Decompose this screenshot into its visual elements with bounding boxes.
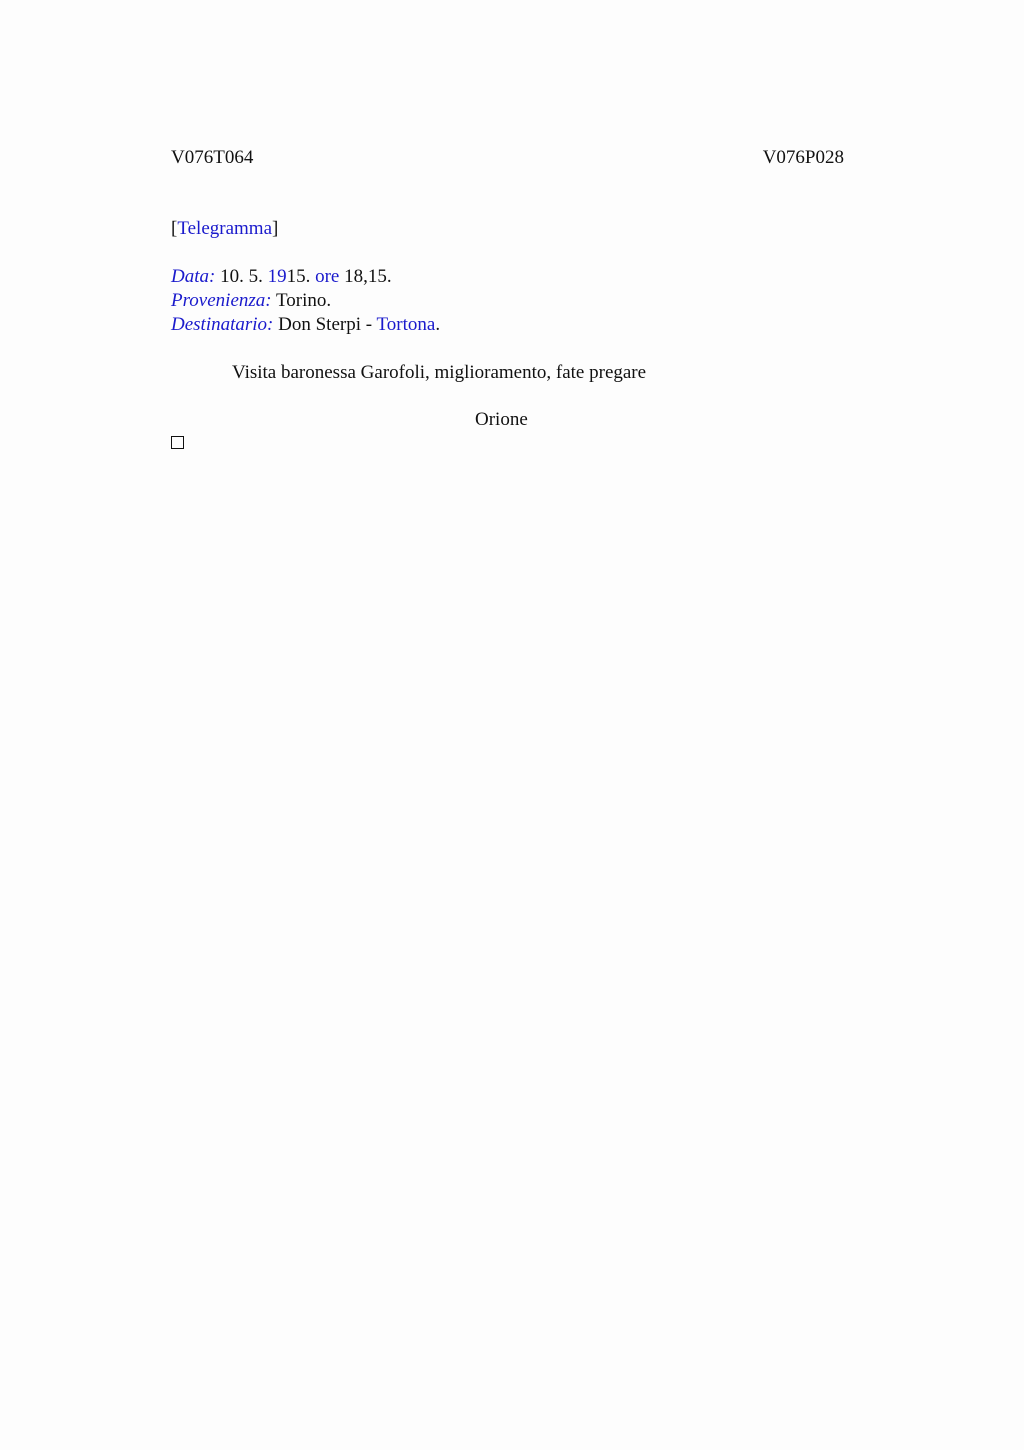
document-type [171, 217, 844, 241]
provenienza-value: Torino. [276, 290, 332, 311]
telegram-body: Visita baronessa Garofoli, miglioramento, fate pregare [232, 362, 647, 383]
data-ore-label: ore [315, 266, 340, 287]
destinatario-label: Destinatario: [171, 314, 274, 335]
document-header [171, 146, 844, 170]
document-code-left: V076T064 [171, 147, 254, 168]
meta-destinatario-line [171, 313, 844, 337]
data-time: 18,15. [344, 266, 392, 287]
signature: Orione [475, 409, 528, 430]
meta-data-line [171, 265, 844, 289]
doctype-open-bracket: [ [171, 218, 178, 239]
data-year-rest: 15. [286, 266, 311, 287]
telegram-metadata [171, 265, 844, 337]
destinatario-end: . [435, 314, 441, 335]
data-day-month: 10. 5. [220, 266, 263, 287]
destinatario-place: Tortona [376, 314, 436, 335]
destinatario-name: Don Sterpi - [278, 314, 373, 335]
document-code-right: V076P028 [762, 147, 844, 168]
doctype-close-bracket: ] [272, 218, 279, 239]
meta-provenienza-line [171, 289, 844, 313]
document-page [171, 146, 844, 449]
data-label: Data: [171, 266, 216, 287]
end-marker-box [171, 436, 184, 449]
provenienza-label: Provenienza: [171, 290, 272, 311]
data-year-century: 19 [267, 266, 287, 287]
doctype-label: Telegramma [177, 218, 273, 239]
